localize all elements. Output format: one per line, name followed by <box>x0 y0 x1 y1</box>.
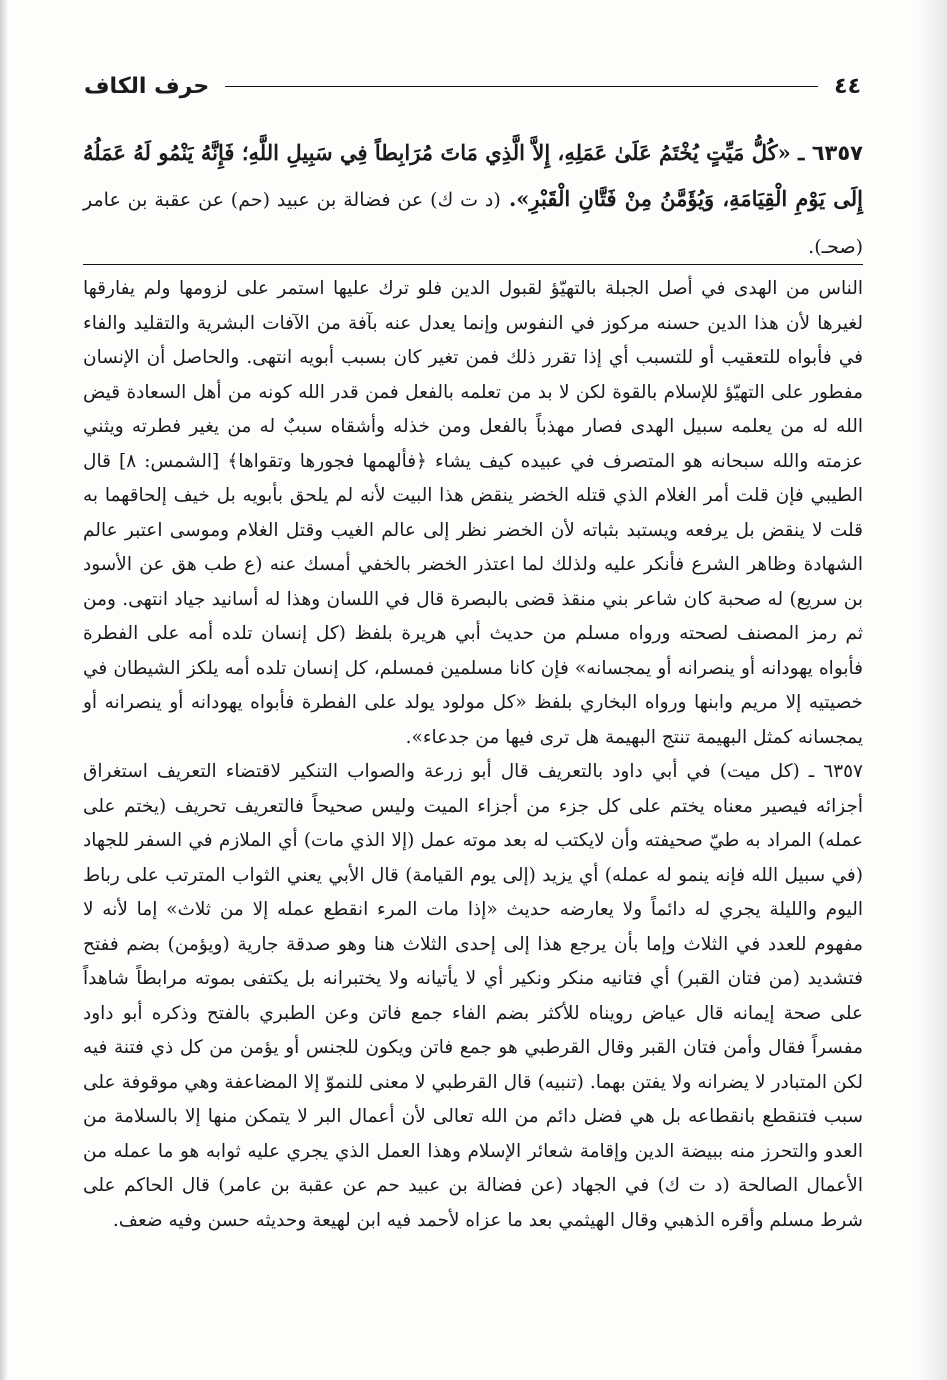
hadith-dash: ـ <box>790 140 805 165</box>
section-divider <box>83 264 863 265</box>
hadith-text-block <box>83 130 863 270</box>
hadith-matn: «كُلُّ مَيِّتٍ يُخْتَمُ عَلَىٰ عَمَلِهِ، إِلاَّ الَّذِي مَاتَ مُرَابِطاً فِي سَبِيلِ اللَّهِ؛ فَإِنَّهُ يَنْمُو لَهُ عَمَلُهُ إِلَى يَوْمِ الْقِيَامَةِ، وَيُؤَمَّنُ مِنْ فَتَّانِ الْقَبْرِ». <box>83 140 864 211</box>
commentary-paragraph-1: الناس من الهدى في أصل الجبلة بالتهيّؤ لقبول الدين فلو ترك عليها استمر على لزومها ولم يفارقها لغيرها لأن هذا الدين حسنه مركوز في النفوس وإنما يعدل عنه بآفة من الآفات البشرية والتقليد والفاء في فأبواه للتعقيب أو للتسبب أي إذا تقرر ذلك فمن تغير كان بسبب أبويه انتهى. والحاصل أن الإنسان مفطور على التهيّؤ للإسلام بالقوة لكن لا بد من تعلمه بالفعل فمن قدر الله كونه من أهل السعادة قيض الله له من يعلمه سبيل الهدى فصار مهذباً بالفعل ومن خذله وأشقاه سببٌ له من يغير فطرته ويثني عزمته والله سبحانه هو المتصرف في عبيده كيف يشاء ﴿فألهمها فجورها وتقواها﴾ [الشمس: ٨] قال الطيبي فإن قلت أمر الغلام الذي قتله الخضر ينقض هذا البيت لأنه لم يلحق بأبويه بل خيف إلحاقهما به قلت لا ينقض بل يرفعه ويستبد بثباته لأن الخضر نظر إلى عالم الغيب وقتل الغلام وموسى اعتبر عالم الشهادة وظاهر الشرع فأنكر عليه ولذلك لما اعتذر الخضر بالخفي أمسك عنه (ع طب هق عن الأسود بن سريع) له صحبة كان شاعر بني منقذ قضى بالبصرة قال في اللسان وهذا له أسانيد جياد انتهى. ومن ثم رمز المصنف لصحته ورواه مسلم من حديث أبي هريرة بلفظ (كل إنسان تلده أمه على الفطرة فأبواه يهودانه أو ينصرانه أو يمجسانه» فإن كانا مسلمين فمسلم، كل إنسان تلده أمه يلكز الشيطان في خصيتيه إلا مريم وابنها ورواه البخاري بلفظ «كل مولود يولد على الفطرة فأبواه يهودانه أو ينصرانه أو يمجسانه كمثل البهيمة تنتج البهيمة هل ترى فيها من جدعاء». <box>83 278 863 748</box>
scan-edge-right <box>917 0 947 1380</box>
running-header <box>84 64 861 108</box>
chapter-title: حرف الكاف <box>84 73 210 99</box>
page-number: ٤٤ <box>834 73 861 99</box>
hadith-source: (د ت ك) عن فضالة بن عبيد (حم) عن عقبة بن عامر (صحـ). <box>83 189 863 258</box>
commentary-block <box>83 272 863 1238</box>
scan-edge-left <box>0 0 8 1380</box>
commentary-paragraph-2: ٦٣٥٧ ـ (كل ميت) في أبي داود بالتعريف قال أبو زرعة والصواب التنكير لاقتضاء التعريف استغراق أجزائه فيصير معناه يختم على كل جزء من أجزاء الميت وليس صحيحاً فالتعريف تحريف (يختم على عمله) المراد به طيّ صحيفته وأن لايكتب له بعد موته عمل (إلا الذي مات) أي الملازم في السفر للجهاد (في سبيل الله فإنه ينمو له عمله) أي يزيد (إلى يوم القيامة) قال الأبي يعني الثواب المترتب على رباط اليوم والليلة يجري له دائماً ولا يعارضه حديث «إذا مات المرء انقطع عمله إلا من ثلاث» إما لأنه لا مفهوم للعدد في الثلاث وإما بأن يرجع هذا إلى إحدى الثلاث هنا وهو صدقة جارية (ويؤمن) بضم ففتح فتشديد (من فتان القبر) أي فتانيه منكر ونكير أي لا يأتيانه ولا يختبرانه بل يكتفى بموته مرابطاً شاهداً على صحة إيمانه قال عياض رويناه للأكثر بضم الفاء جمع فاتن وعن الطبري بالفتح وذكره أبو داود مفسراً فقال وأمن فتان القبر وقال القرطبي هو جمع فاتن ويكون للجنس أو يؤمن من كل ذي فتنة فيه لكن المتبادر لا يضرانه ولا يفتن بهما. (تنبيه) قال القرطبي لا معنى للنموّ إلا المضاعفة وهي موقوفة على سبب فتنقطع بانقطاعه بل هي فضل دائم من الله تعالى لأن أعمال البر لا يتمكن منها إلا بالسلامة من العدو والتحرز منه ببيضة الدين وإقامة شعائر الإسلام وهذا العمل الذي يجري عليه ثوابه هو ما عمله من الأعمال الصالحة (د ت ك) في الجهاد (عن فضالة بن عبيد حم عن عقبة بن عامر) قال الحاكم على شرط مسلم وأقره الذهبي وقال الهيثمي بعد ما عزاه لأحمد فيه ابن لهيعة وحديثه حسن وفيه ضعف. <box>83 761 863 1231</box>
header-rule <box>225 86 818 87</box>
hadith-number: ٦٣٥٧ <box>811 141 864 165</box>
